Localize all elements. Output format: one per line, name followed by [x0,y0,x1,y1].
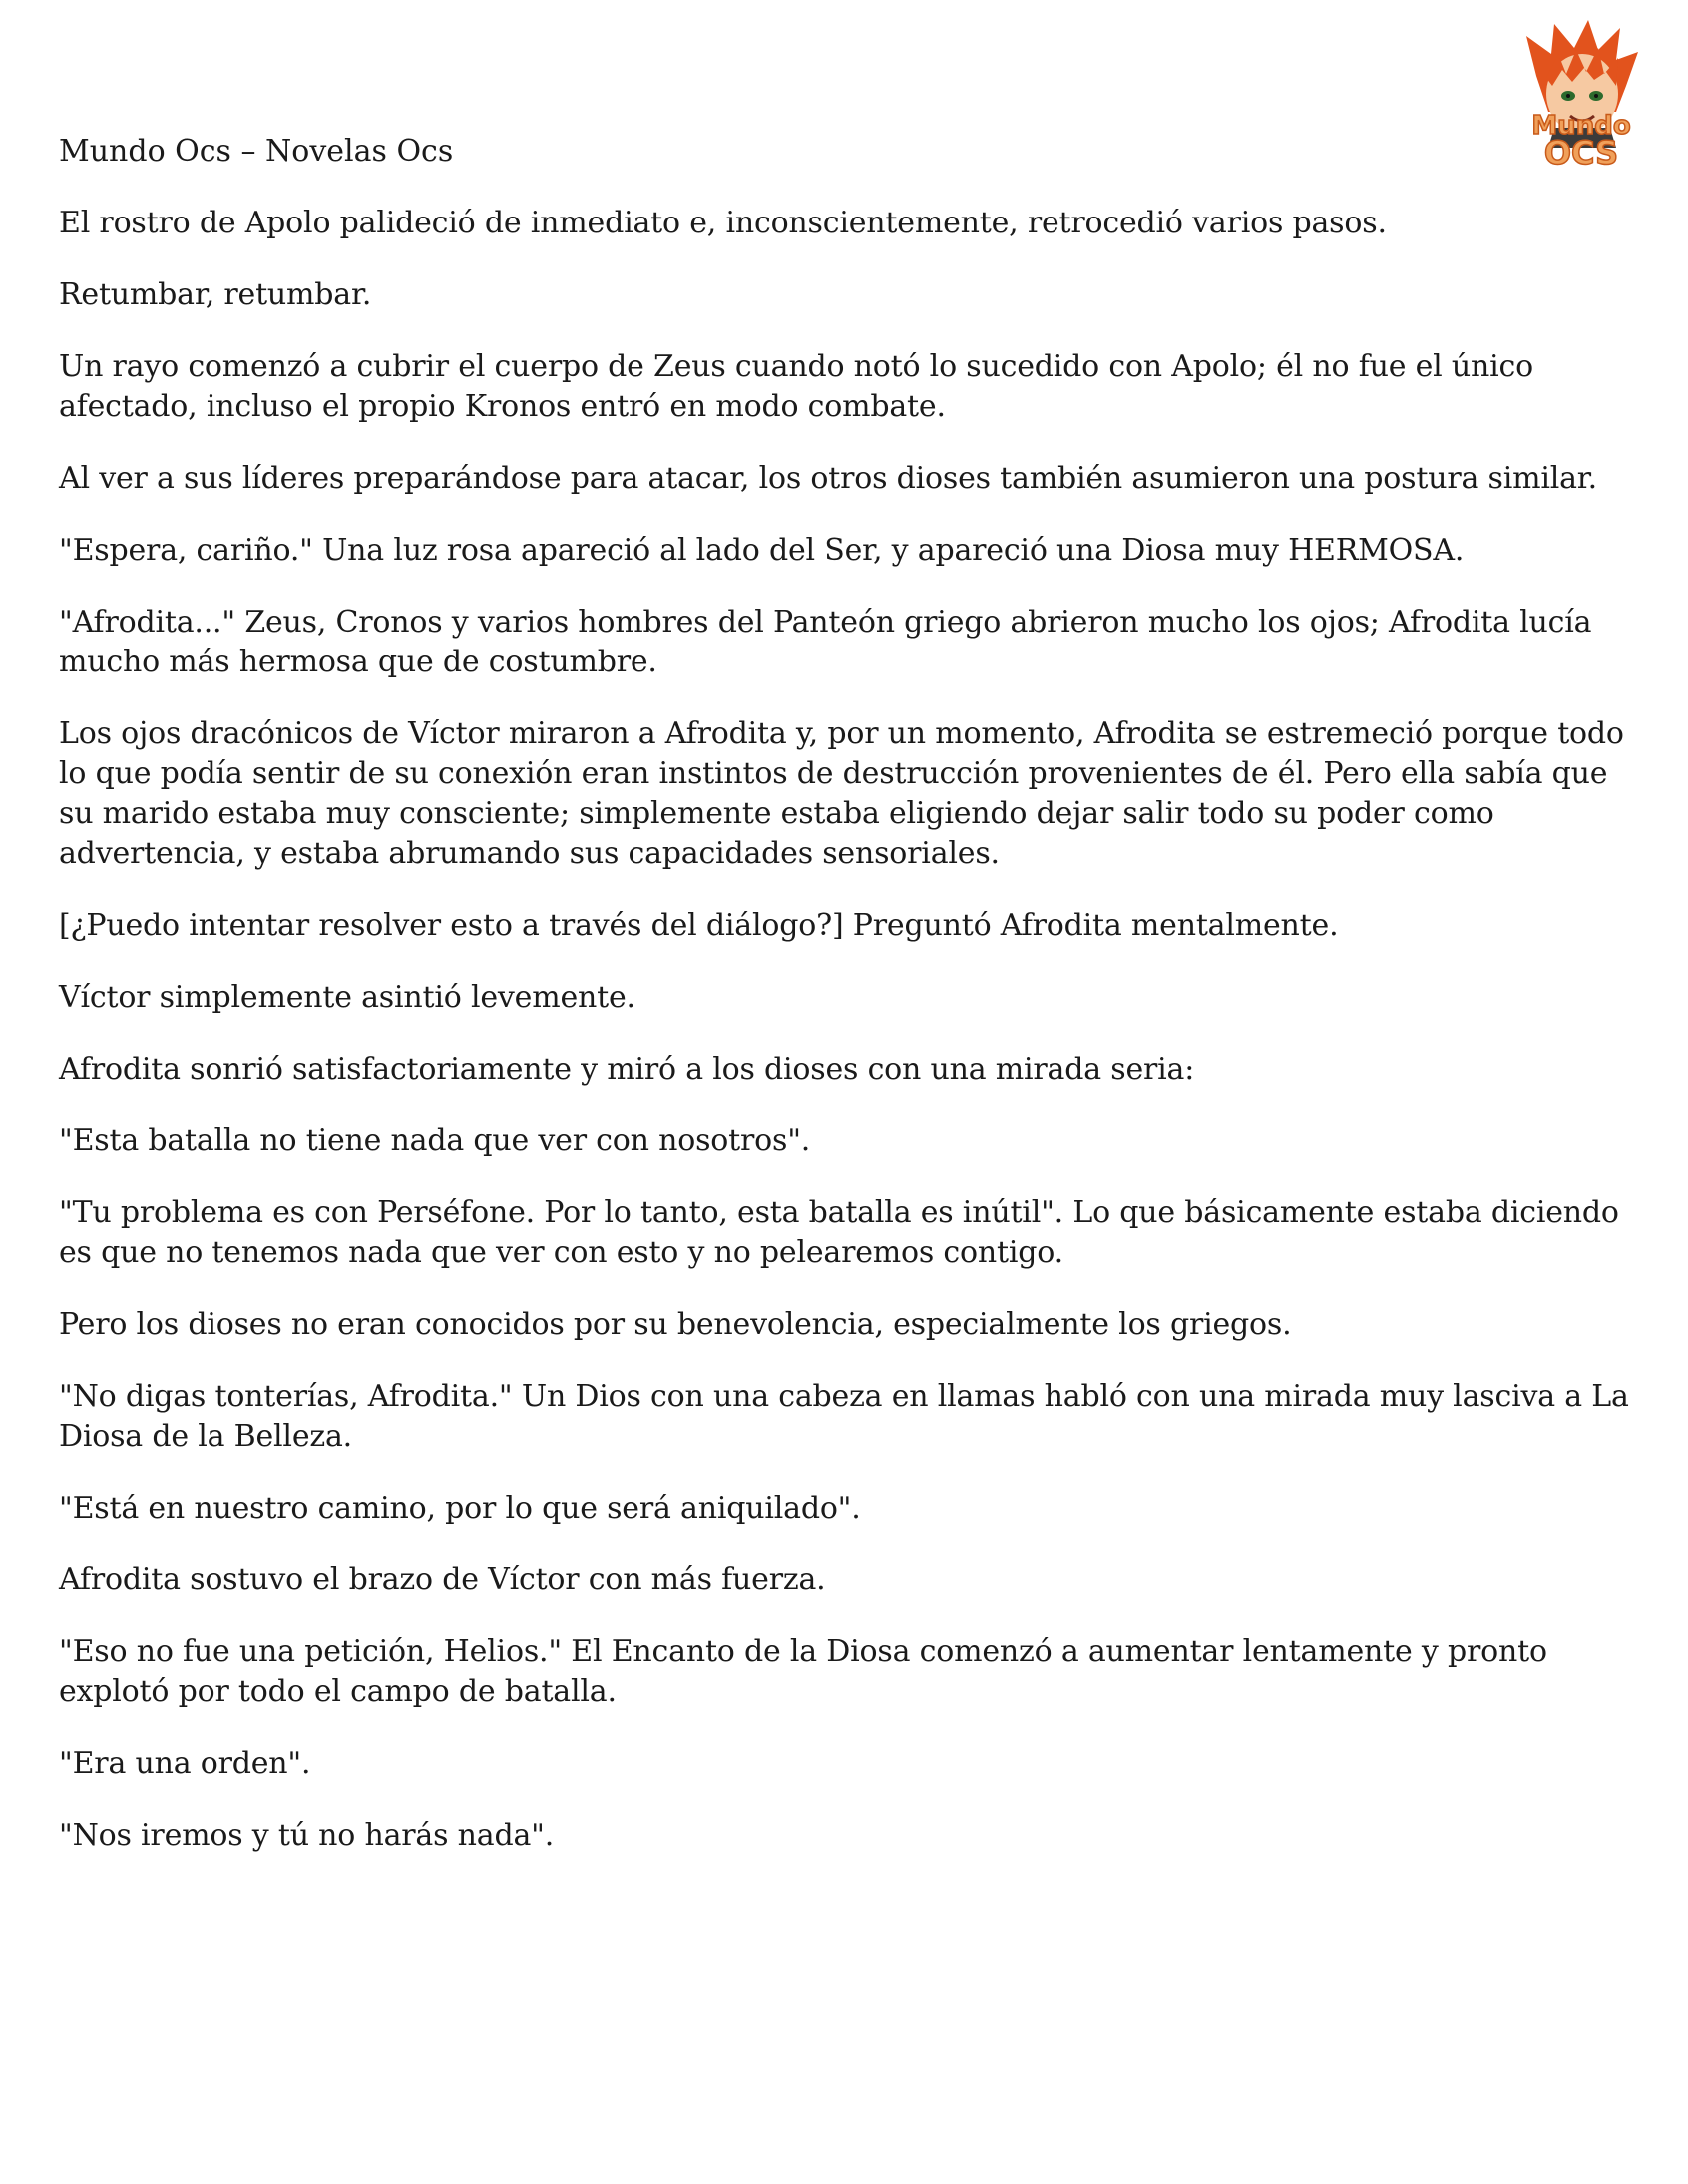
paragraph: "Esta batalla no tiene nada que ver con nosotros". [59,1123,811,1158]
paragraph: Pero los dioses no eran conocidos por su benevolencia, especialmente los griegos. [59,1307,1292,1342]
paragraph: Al ver a sus líderes preparándose para atacar, los otros dioses también asumieron una postura similar. [59,461,1597,496]
document-header: Mundo Ocs – Novelas Ocs [59,134,454,169]
paragraph: Un rayo comenzó a cubrir el cuerpo de Zeus cuando notó lo sucedido con Apolo; él no fue el único afectado, incluso el propio Kronos entró en modo combate. [59,349,1534,424]
paragraph: "Nos iremos y tú no harás nada". [59,1818,555,1853]
mundo-ocs-logo-icon [1496,16,1666,176]
paragraph: Los ojos dracónicos de Víctor miraron a Afrodita y, por un momento, Afrodita se estremeció porque todo lo que podía sentir de su conexión eran instintos de destrucción provenientes de él. Pero ella sabía que su marido estaba muy consciente; simplemente estaba eligiendo dejar salir todo su poder como advertencia, y estaba abrumando sus capacidades sensoriales. [59,716,1624,871]
paragraph: Afrodita sonrió satisfactoriamente y miró a los dioses con una mirada seria: [59,1052,1195,1087]
paragraph: Afrodita sostuvo el brazo de Víctor con más fuerza. [59,1562,826,1597]
paragraph: [¿Puedo intentar resolver esto a través del diálogo?] Preguntó Afrodita mentalmente. [59,908,1339,943]
paragraph: "No digas tonterías, Afrodita." Un Dios con una cabeza en llamas habló con una mirada muy lasciva a La Diosa de la Belleza. [59,1379,1629,1454]
document-body [59,204,1645,1888]
paragraph: "Era una orden". [59,1746,311,1781]
paragraph: "Eso no fue una petición, Helios." El Encanto de la Diosa comenzó a aumentar lentamente y pronto explotó por todo el campo de batalla. [59,1634,1547,1709]
paragraph: "Tu problema es con Perséfone. Por lo tanto, esta batalla es inútil". Lo que básicamente estaba diciendo es que no tenemos nada que ver con esto y no pelearemos contigo. [59,1195,1619,1270]
svg-text:Mundo: Mundo [1531,111,1631,141]
paragraph: Víctor simplemente asintió levemente. [59,980,635,1015]
paragraph: "Afrodita..." Zeus, Cronos y varios hombres del Panteón griego abrieron mucho los ojos; Afrodita lucía mucho más hermosa que de costumbre. [59,605,1592,679]
paragraph: "Espera, cariño." Una luz rosa apareció al lado del Ser, y apareció una Diosa muy HERMOSA. [59,533,1465,568]
svg-text:OCS: OCS [1543,134,1619,172]
paragraph: El rostro de Apolo palideció de inmediato e, inconscientemente, retrocedió varios pasos. [59,206,1387,240]
paragraph: Retumbar, retumbar. [59,277,372,312]
paragraph: "Está en nuestro camino, por lo que será aniquilado". [59,1491,861,1526]
